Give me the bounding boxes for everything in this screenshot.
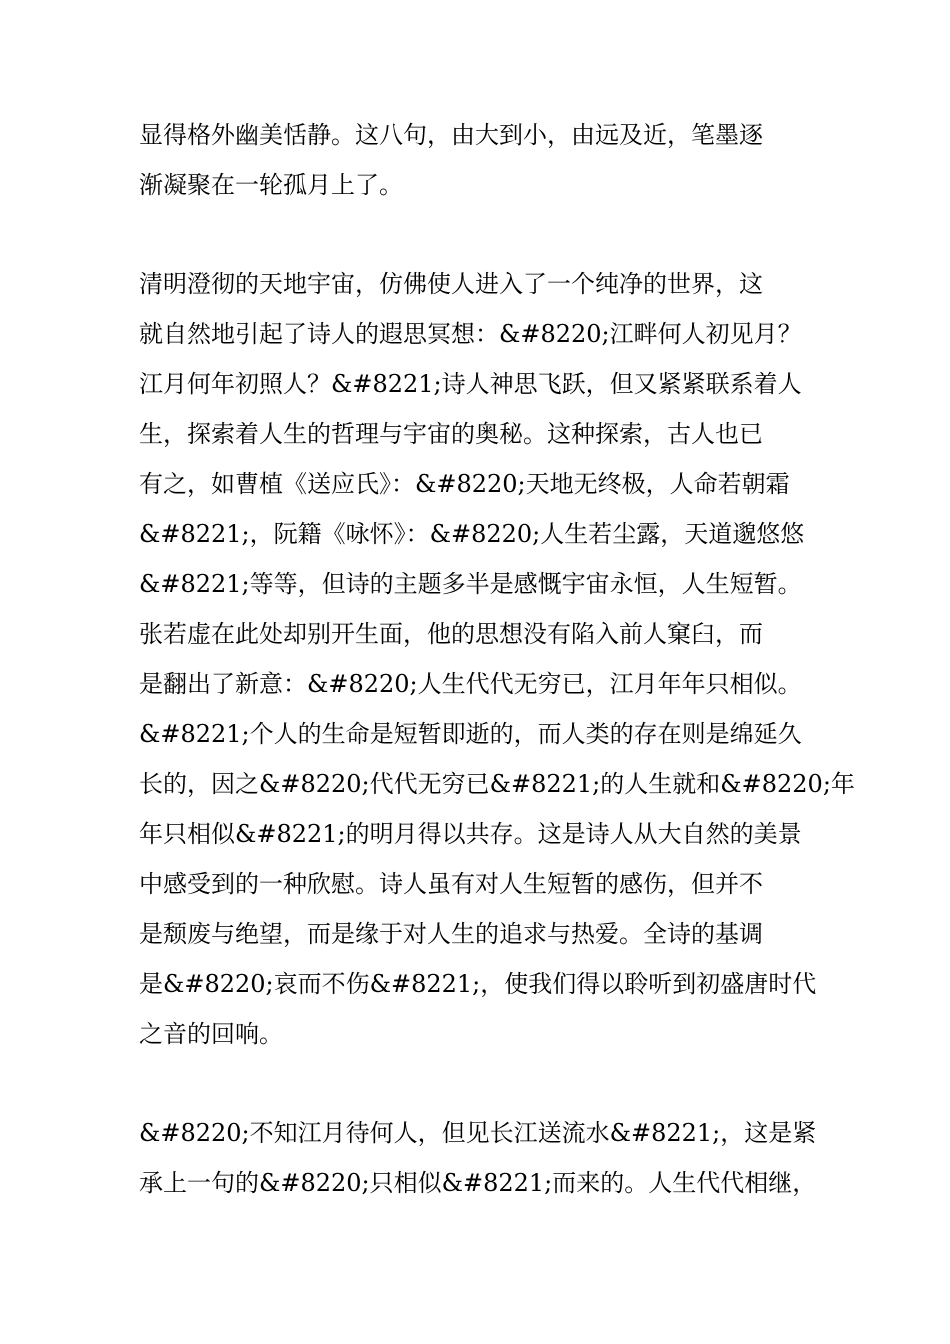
text-line: 有之，如曹植《送应氏》：&#8220;天地无终极，人命若朝霜: [139, 470, 790, 498]
text-line: 中感受到的一种欣慰。诗人虽有对人生短暂的感伤，但并不: [139, 870, 763, 898]
text-line: 是颓废与绝望，而是缘于对人生的追求与热爱。全诗的基调: [139, 920, 763, 948]
text-line: &#8221;，阮籍《咏怀》：&#8220;人生若尘露，天道邈悠悠: [139, 520, 805, 548]
text-line: 之音的回响。: [139, 1020, 283, 1048]
text-line: &#8220;不知江月待何人，但见长江送流水&#8221;，这是紧: [139, 1119, 817, 1147]
text-line: 年只相似&#8221;的明月得以共存。这是诗人从大自然的美景: [139, 820, 802, 848]
text-line: 江月何年初照人？&#8221;诗人神思飞跃，但又紧紧联系着人: [139, 370, 802, 398]
text-line: 长的，因之&#8220;代代无穷已&#8221;的人生就和&#8220;年: [139, 770, 855, 798]
text-line: 清明澄彻的天地宇宙，仿佛使人进入了一个纯净的世界，这: [139, 270, 763, 298]
paragraph-3: [139, 1108, 839, 1208]
text-line: &#8221;等等，但诗的主题多半是感慨宇宙永恒，人生短暂。: [139, 570, 802, 598]
text-line: 就自然地引起了诗人的遐思冥想：&#8220;江畔何人初见月？: [139, 320, 802, 348]
text-line: 是&#8220;哀而不伤&#8221;，使我们得以聆听到初盛唐时代: [139, 970, 817, 998]
text-line: 渐凝聚在一轮孤月上了。: [139, 171, 403, 199]
text-line: &#8221;个人的生命是短暂即逝的，而人类的存在则是绵延久: [139, 720, 802, 748]
text-line: 承上一句的&#8220;只相似&#8221;而来的。人生代代相继，: [139, 1169, 817, 1197]
text-line: 张若虚在此处却别开生面，他的思想没有陷入前人窠臼，而: [139, 620, 763, 648]
paragraph-1: [139, 110, 839, 210]
paragraph-2: [139, 259, 855, 1059]
text-line: 是翻出了新意：&#8220;人生代代无穷已，江月年年只相似。: [139, 670, 802, 698]
text-line: 生，探索着人生的哲理与宇宙的奥秘。这种探索，古人也已: [139, 420, 763, 448]
text-line: 显得格外幽美恬静。这八句，由大到小，由远及近，笔墨逐: [139, 121, 763, 149]
